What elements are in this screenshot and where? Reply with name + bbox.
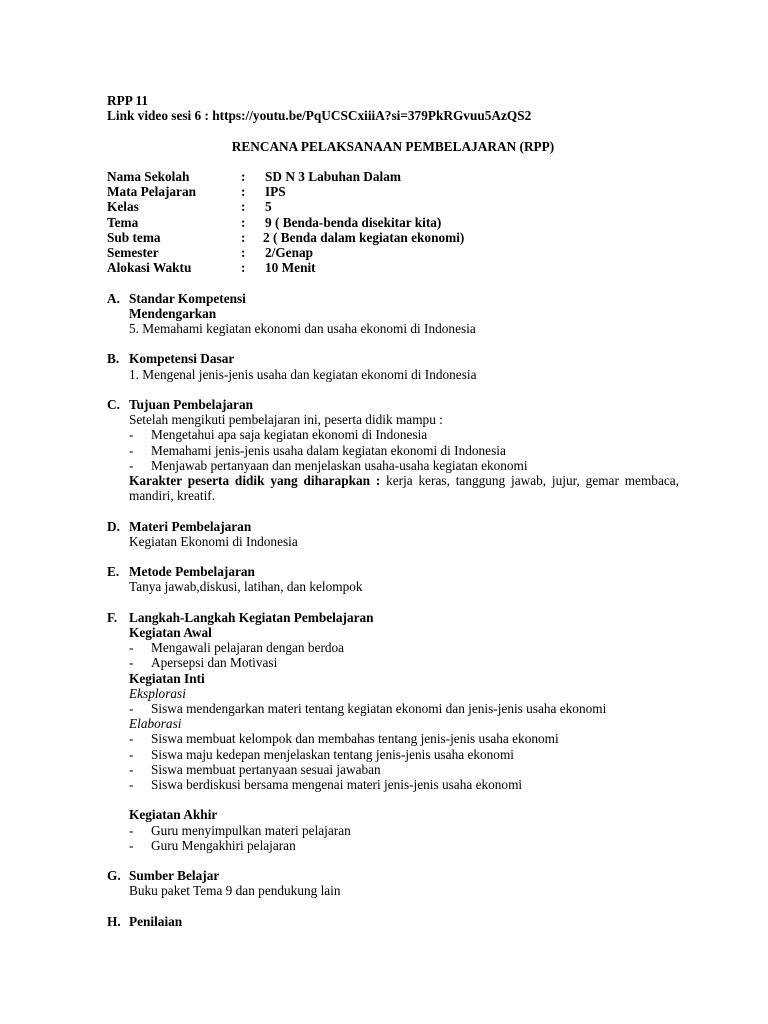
list-item: - Apersepsi dan Motivasi <box>129 655 278 671</box>
identity-row: Semester : 2/Genap <box>107 245 314 260</box>
section-title: Materi Pembelajaran <box>129 518 252 534</box>
document-page <box>107 93 679 929</box>
identity-row: Kelas : 5 <box>107 199 272 215</box>
section-c: C. Tujuan Pembelajaran Setelah mengikuti pembelajaran ini, peserta didik mampu : - Mengetahui apa saja kegiatan ekonomi di Indonesia - Memahami jenis-jenis usaha dalam kegiatan ekonomi di Indonesia - Menjawab pertanyaan dan menjelaskan usaha-usaha kegiatan ekonomi Karakter peserta didik yang diharapkan : kerja keras, tanggung jawab, jujur, gemar membaca, mandiri, kreatif. <box>107 396 679 504</box>
list-item: - Mengetahui apa saja kegiatan ekonomi di Indonesia <box>129 427 428 443</box>
kegiatan-akhir-title: Kegiatan Akhir <box>129 807 218 823</box>
section-item: Buku paket Tema 9 dan pendukung lain <box>129 883 341 899</box>
section-item: 5. Memahami kegiatan ekonomi dan usaha ekonomi di Indonesia <box>129 321 476 336</box>
list-item: - Mengawali pelajaran dengan berdoa <box>129 640 345 656</box>
rpp-number: RPP 11 <box>107 93 149 108</box>
list-item: - Menjawab pertanyaan dan menjelaskan usaha-usaha kegiatan ekonomi <box>129 457 528 473</box>
section-h: H. Penilaian <box>107 914 679 929</box>
identity-row: Sub tema : 2 ( Benda dalam kegiatan ekonomi) <box>107 229 465 245</box>
section-g: G. Sumber Belajar Buku paket Tema 9 dan pendukung lain <box>107 868 679 898</box>
section-title: Langkah-Langkah Kegiatan Pembelajaran <box>129 609 374 625</box>
kegiatan-awal-title: Kegiatan Awal <box>129 624 212 640</box>
section-title: Kompetensi Dasar <box>129 351 235 367</box>
video-link[interactable]: Link video sesi 6 : https://youtu.be/PqUCSCxiiiA?si=379PkRGvuu5AzQS2 <box>107 108 532 124</box>
kegiatan-inti-title: Kegiatan Inti <box>129 670 205 686</box>
section-title: Sumber Belajar <box>129 868 220 884</box>
section-title: Penilaian <box>129 913 183 929</box>
elaborasi-title: Elaborasi <box>129 716 182 732</box>
section-b: B. Kompetensi Dasar 1. Mengenal jenis-jenis usaha dan kegiatan ekonomi di Indonesia <box>107 351 679 381</box>
list-item: - Guru menyimpulkan materi pelajaran <box>129 822 351 838</box>
list-item: - Siswa berdiskusi bersama mengenai materi jenis-jenis usaha ekonomi <box>129 777 523 793</box>
section-item: 1. Mengenal jenis-jenis usaha dan kegiatan ekonomi di Indonesia <box>129 366 477 382</box>
list-item: - Siswa membuat kelompok dan membahas tentang jenis-jenis usaha ekonomi <box>129 731 559 747</box>
section-item: Kegiatan Ekonomi di Indonesia <box>129 533 298 549</box>
list-item: - Guru Mengakhiri pelajaran <box>129 837 296 853</box>
section-title: Tujuan Pembelajaran <box>129 396 253 412</box>
section-e: E. Metode Pembelajaran Tanya jawab,diskusi, latihan, dan kelompok <box>107 564 679 594</box>
section-d: D. Materi Pembelajaran Kegiatan Ekonomi di Indonesia <box>107 519 679 549</box>
section-item: Tanya jawab,diskusi, latihan, dan kelompok <box>129 579 363 595</box>
list-item: - Siswa maju kedepan menjelaskan tentang jenis-jenis usaha ekonomi <box>129 746 514 762</box>
section-title: Standar Kompetensi <box>129 290 246 306</box>
identity-row: Nama Sekolah : SD N 3 Labuhan Dalam <box>107 168 401 184</box>
document-title: RENCANA PELAKSANAAN PEMBELAJARAN (RPP) <box>231 138 555 154</box>
eksplorasi-title: Eksplorasi <box>129 685 186 701</box>
list-item: - Siswa membuat pertanyaan sesuai jawaban <box>129 761 381 777</box>
section-intro: Setelah mengikuti pembelajaran ini, peserta didik mampu : <box>129 412 443 428</box>
section-f: F. Langkah-Langkah Kegiatan Pembelajaran Kegiatan Awal - Mengawali pelajaran dengan berdoa - Apersepsi dan Motivasi Kegiatan Inti Eksplorasi - Siswa mendengarkan materi tentang kegiatan ekonomi dan jenis-jenis usaha ekonomi Elaborasi - Siswa membuat kelompok dan membahas tentang jenis-jenis usaha ekonomi - Siswa maju kedepan menjelaskan tentang jenis-jenis usaha ekonomi - Siswa membuat pertanyaan sesuai jawaban - Siswa berdiskusi bersama mengenai materi jenis-jenis usaha ekonomi Kegiatan Akhir - Guru menyimpulkan materi pelajaran - Guru Mengakhiri pelajaran <box>107 610 679 853</box>
identity-row: Alokasi Waktu : 10 Menit <box>107 260 316 276</box>
section-a: A. Standar Kompetensi Mendengarkan 5. Memahami kegiatan ekonomi dan usaha ekonomi di Indonesia <box>107 291 679 337</box>
identity-table <box>107 169 679 275</box>
identity-row: Tema : 9 ( Benda-benda disekitar kita) <box>107 214 442 230</box>
list-item: - Siswa mendengarkan materi tentang kegiatan ekonomi dan jenis-jenis usaha ekonomi <box>129 701 607 716</box>
identity-row: Mata Pelajaran : IPS <box>107 184 286 200</box>
section-subtitle: Mendengarkan <box>129 305 217 321</box>
list-item: - Memahami jenis-jenis usaha dalam kegiatan ekonomi di Indonesia <box>129 442 506 458</box>
section-title: Metode Pembelajaran <box>129 564 255 580</box>
karakter-paragraph: Karakter peserta didik yang diharapkan : kerja keras, tanggung jawab, jujur, gemar membaca, mandiri, kreatif. <box>129 473 679 504</box>
